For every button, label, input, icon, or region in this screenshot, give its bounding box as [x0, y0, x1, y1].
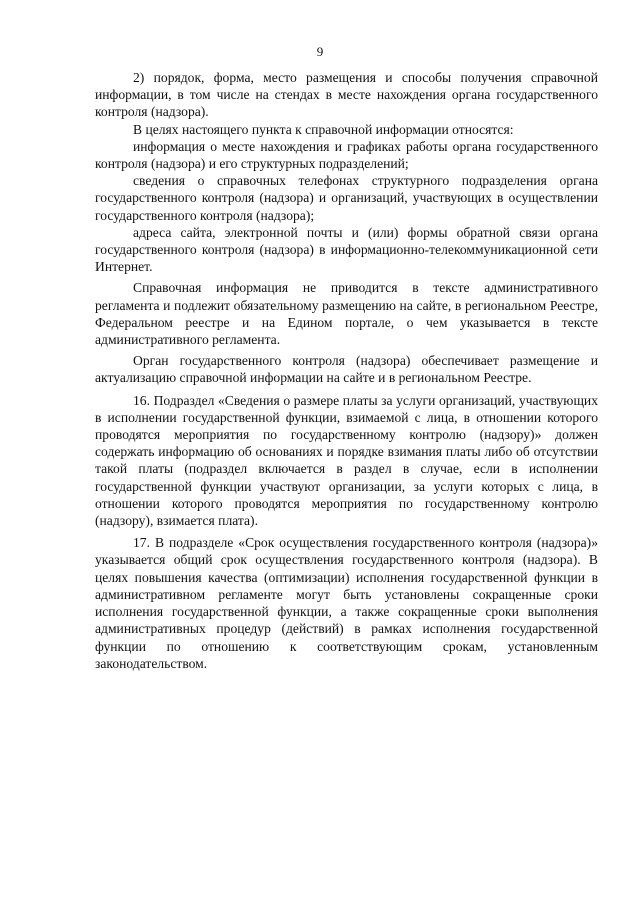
paragraph-reference-info-procedure: 2) порядок, форма, место размещения и способы получения справочной информации, в том числе на стендах в месте нахождения органа государственного контроля (надзора).: [95, 70, 598, 120]
paragraph-location-schedule: информация о месте нахождения и графиках работы органа государственного контроля (надзора) и его структурных подразделений;: [95, 138, 598, 172]
paragraph-reference-info-intro: В целях настоящего пункта к справочной информации относятся:: [133, 121, 514, 137]
paragraph-authority-updates: Орган государственного контроля (надзора) обеспечивает размещение и актуализацию справочной информации на сайте и в региональном Реестре.: [95, 353, 598, 386]
paragraph-reference-placement: Справочная информация не приводится в тексте административного регламента и подлежит обязательному размещению на сайте, в региональном Реестре, Федеральном реестре и на Едином портале, о чем указывается в тексте административного регламента.: [95, 280, 598, 348]
paragraph-phone-numbers: сведения о справочных телефонах структурного подразделения органа государственного контроля (надзора) и организаций, участвующих в осуществлении государственного контроля (надзора);: [95, 173, 598, 223]
paragraph-section-16: 16. Подраздел «Сведения о размере платы за услуги организаций, участвующих в исполнении государственной функции, взимаемой с лица, в отношении которого проводятся мероприятия по государственному контролю (надзору)» должен содержать информацию об основаниях и порядке взимания платы либо об отсутствии такой платы (подраздел включается в раздел в случае, если в исполнении государственной функции участвуют организации, за услуги которых с лица, в отношении которого проводятся мероприятия по государственному контролю (надзору), взимается плата).: [95, 392, 598, 529]
document-body: [95, 69, 598, 672]
paragraph-website-email: адреса сайта, электронной почты и (или) формы обратной связи органа государственного контроля (надзора) в информационно-телекоммуникационной сети Интернет.: [95, 224, 598, 275]
page-number: 9: [316, 44, 324, 59]
paragraph-section-17: 17. В подразделе «Срок осуществления государственного контроля (надзора)» указывается общий срок осуществления государственного контроля (надзора). В целях повышения качества (оптимизации) исполнения государственной функции в административном регламенте могут быть установлены сокращенные сроки исполнения государственной функции, а также сокращенные сроки выполнения административных процедур (действий) в рамках исполнения государственной функции по отношению к соответствующим срокам, установленным законодательством.: [95, 535, 598, 671]
